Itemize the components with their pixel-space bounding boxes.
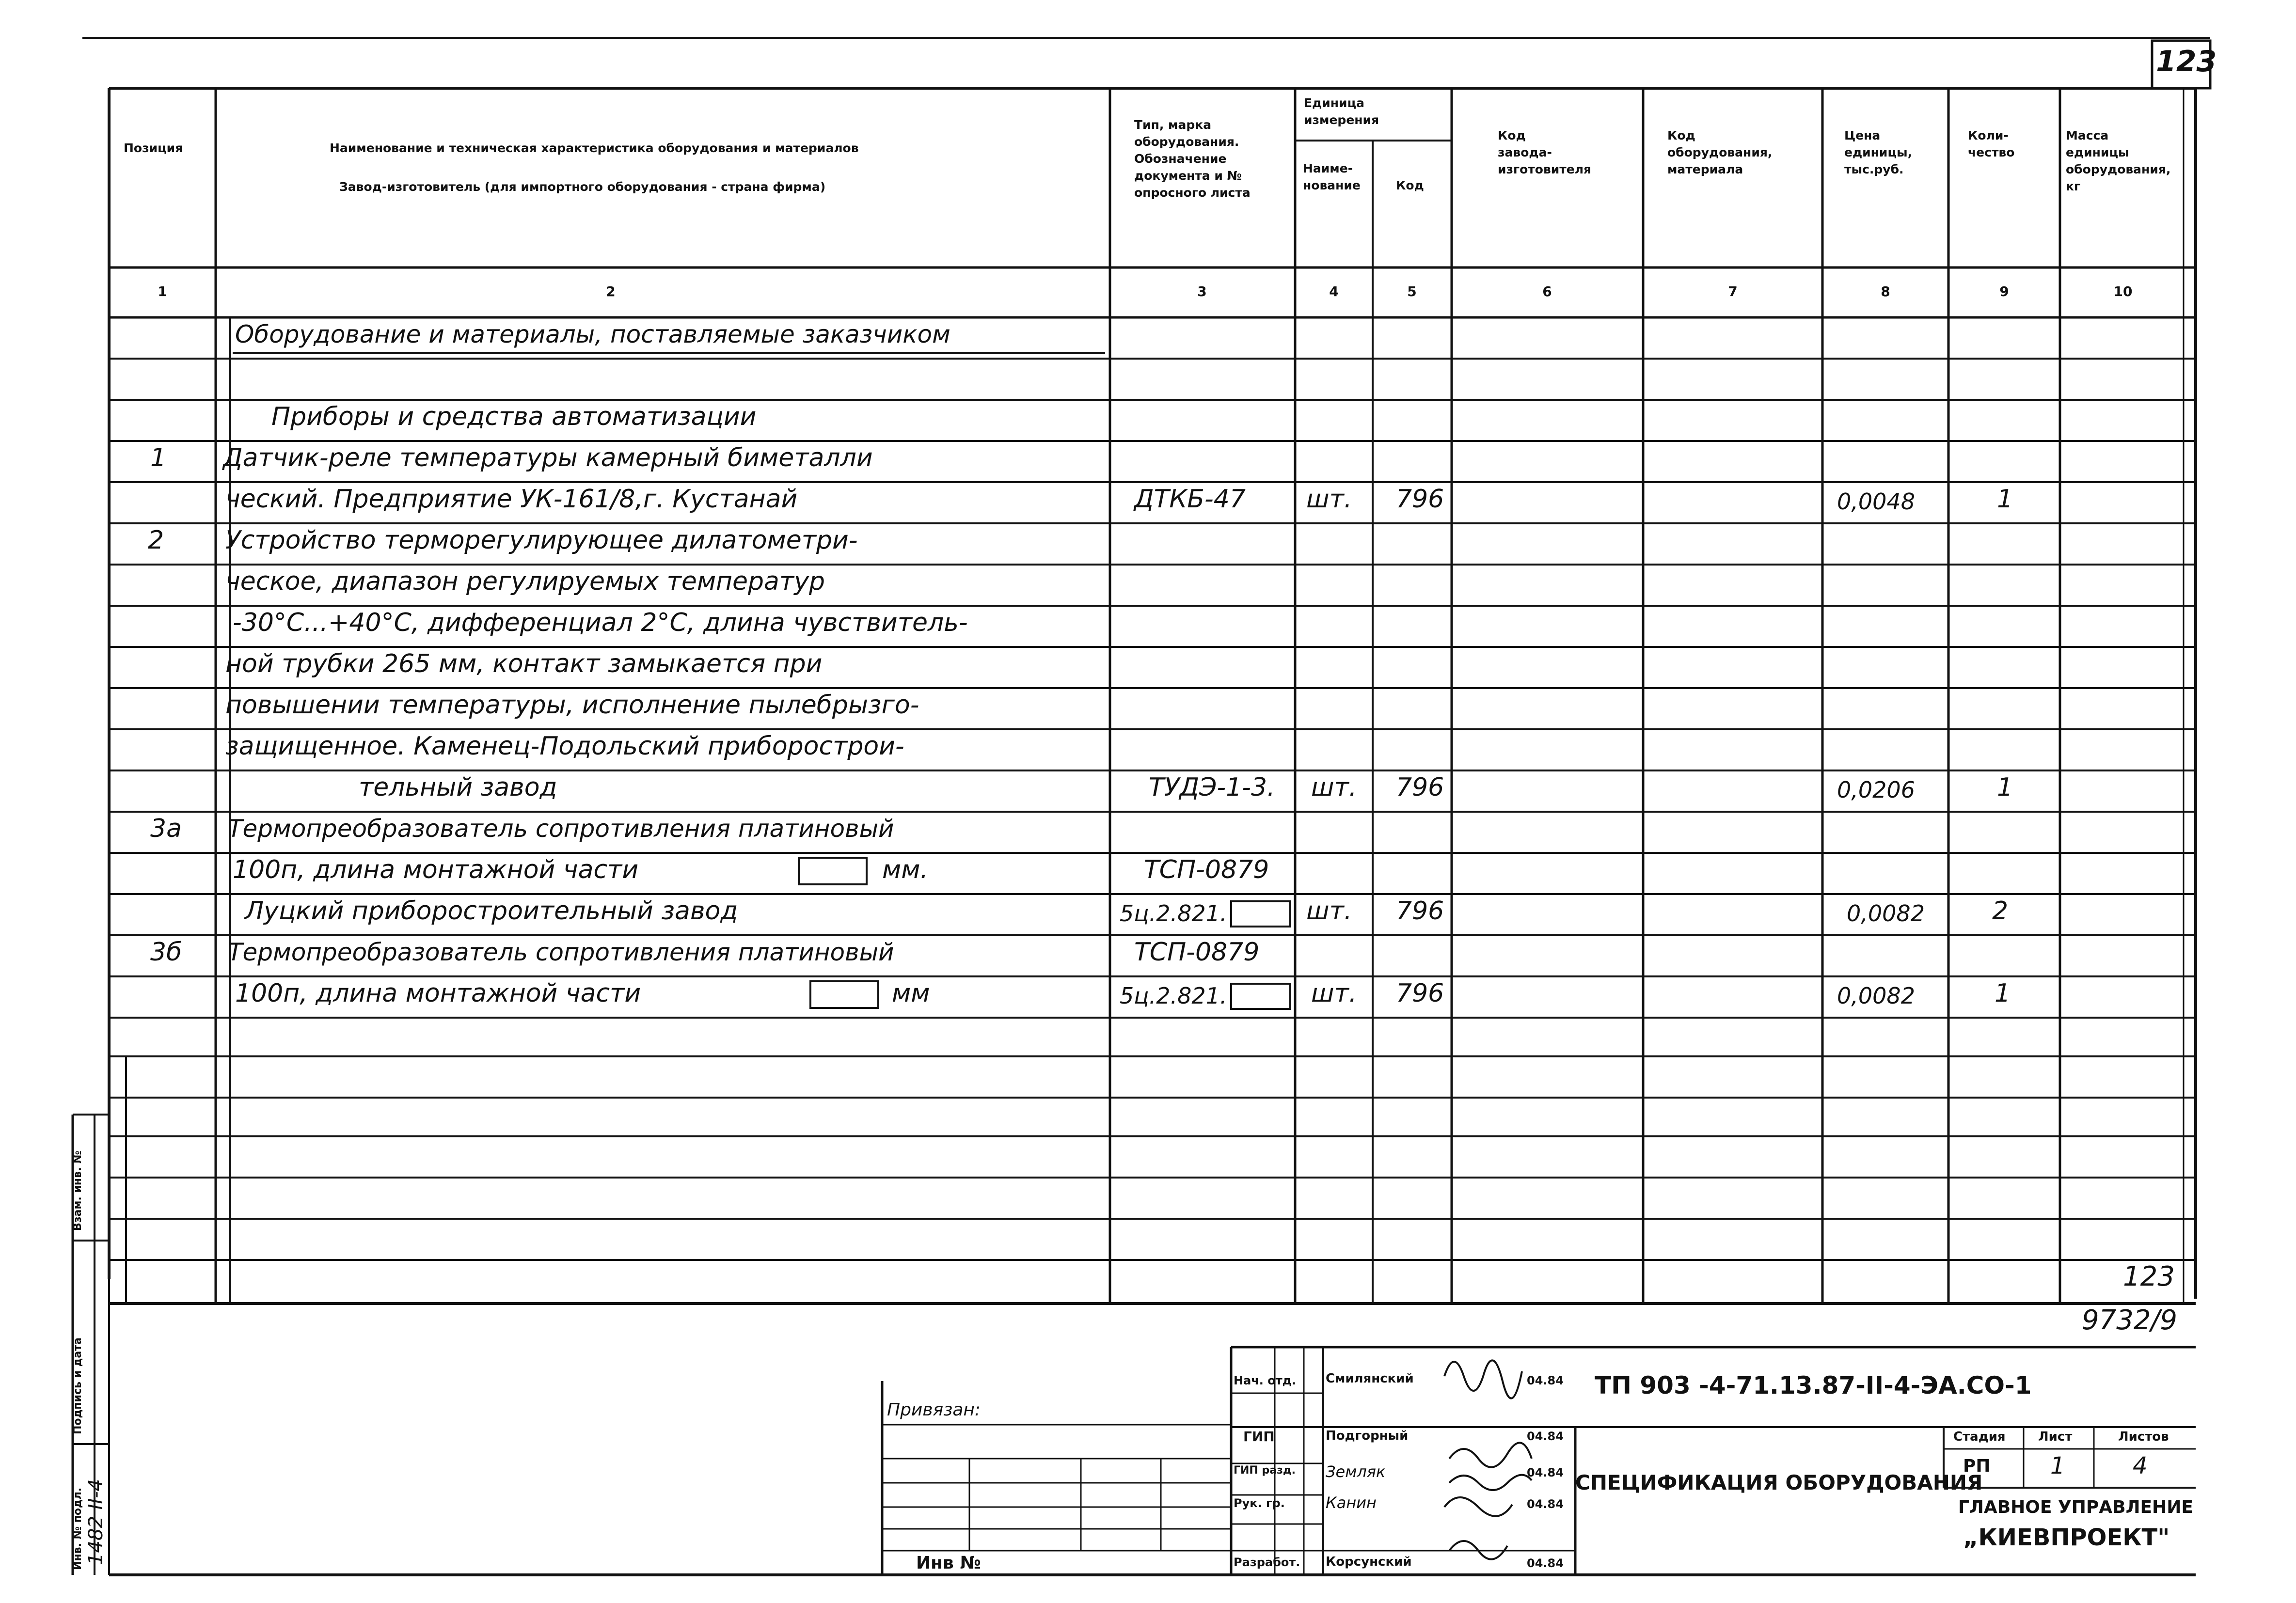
org-line1: ГЛАВНОЕ УПРАВЛЕНИЕ [1958, 1497, 2193, 1517]
subsection-title: Приборы и средства автоматизации [271, 402, 757, 431]
row-name: Луцкий приборостроительный завод [245, 896, 738, 926]
section-title: Оборудование и материалы, поставляемые заказчиком [235, 320, 950, 348]
row-pos: 3б [150, 938, 182, 967]
sheets-value: 4 [2133, 1452, 2148, 1479]
colnum-5: 5 [1407, 283, 1417, 299]
person-name: Смилянский [1326, 1371, 1414, 1386]
header-name-line2: Завод-изготовитель (для импортного оборудования - страна фирма) [339, 180, 826, 194]
row-code: 796 [1396, 979, 1444, 1008]
person-name: Канин [1326, 1493, 1377, 1512]
person-name: Корсунский [1326, 1555, 1412, 1569]
role-label: Рук. гр. [1234, 1496, 1285, 1510]
colnum-2: 2 [606, 283, 616, 299]
sign-date: 04.84 [1527, 1556, 1564, 1570]
row-qty: 1 [1995, 979, 2011, 1008]
row-name: Устройство терморегулирующее дилатометри- [225, 526, 858, 555]
privyazan-label: Привязан: [887, 1400, 981, 1420]
row-name-tail: мм. [882, 855, 928, 884]
header-type: Тип, марка оборудования. Обозначение документа и № опросного листа [1134, 118, 1251, 200]
colnum-3: 3 [1197, 283, 1207, 299]
side-podpis-label: Подпись и дата [72, 1337, 84, 1434]
sign-date: 04.84 [1527, 1497, 1564, 1511]
row-unit: шт. [1311, 773, 1357, 802]
colnum-4: 4 [1329, 283, 1339, 299]
row-qty: 1 [1997, 773, 2013, 802]
role-label: ГИП разд. [1234, 1464, 1296, 1477]
row-price: 0,0048 [1837, 488, 1915, 515]
row-qty: 2 [1992, 896, 2009, 926]
row-unit: шт. [1306, 896, 1352, 926]
row-name: 100п, длина монтажной части [235, 979, 641, 1008]
row-name-tail: мм [892, 979, 930, 1008]
inv-label: Инв № [916, 1553, 981, 1573]
row-name: Датчик-реле температуры камерный биметалли [223, 443, 873, 472]
row-type: 5ц.2.821. [1120, 983, 1227, 1009]
row-type: ДТКБ-47 [1134, 485, 1246, 514]
row-unit: шт. [1311, 979, 1357, 1008]
colnum-1: 1 [158, 283, 167, 299]
row-name: 100п, длина монтажной части [233, 855, 639, 884]
row-name: ной трубки 265 мм, контакт замыкается при [225, 649, 823, 678]
header-unit-group: Единица измерения [1304, 96, 1379, 127]
role-label: ГИП [1243, 1429, 1275, 1445]
org-line2: „КИЕВПРОЕКТ" [1963, 1524, 2170, 1551]
row-name: тельный завод [359, 773, 557, 802]
row-name: Термопреобразователь сопротивления платиновый [228, 938, 894, 966]
side-inv-value: 1482 II-4 [85, 1479, 107, 1565]
row-name: ческий. Предприятие УК-161/8,г. Кустанай [225, 485, 798, 514]
row-code: 796 [1396, 896, 1444, 926]
row-pos: 1 [150, 443, 167, 472]
colnum-8: 8 [1881, 283, 1890, 299]
stage-value: РП [1963, 1456, 1991, 1476]
header-mass: Масса единицы оборудования, кг [2066, 128, 2171, 193]
row-name: защищенное. Каменец-Подольский приборострои- [225, 732, 904, 761]
row-name: -30°C...+40°C, дифференциал 2°C, длина чувствитель- [233, 608, 968, 637]
colnum-9: 9 [1999, 283, 2009, 299]
row-price: 0,0082 [1837, 983, 1915, 1009]
sign-date: 04.84 [1527, 1430, 1564, 1443]
header-name-line1: Наименование и техническая характеристика оборудования и материалов [330, 141, 859, 155]
person-name: Подгорный [1326, 1429, 1409, 1443]
sign-date: 04.84 [1527, 1374, 1564, 1387]
header-unit-name: Наиме- нование [1303, 161, 1361, 192]
header-price: Цена единицы, тыс.руб. [1844, 128, 1913, 176]
header-quantity: Коли- чество [1968, 128, 2015, 159]
side-vzam-label: Взам. инв. № [72, 1150, 84, 1231]
row-price: 0,0206 [1837, 777, 1915, 803]
role-label: Нач. отд. [1234, 1374, 1297, 1387]
row-name: Термопреобразователь сопротивления платиновый [228, 815, 894, 843]
sheet-value: 1 [2050, 1452, 2065, 1479]
row-name: ческое, диапазон регулируемых температур [225, 567, 825, 596]
archive-number: 9732/9 [2082, 1304, 2178, 1336]
row-qty: 1 [1997, 485, 2013, 514]
row-type: ТУДЭ-1-3. [1149, 773, 1275, 802]
side-inv-podl-label: Инв. № подл. [72, 1487, 84, 1570]
row-pos: 2 [148, 526, 164, 555]
bottom-page-number: 123 [2123, 1261, 2175, 1292]
row-name: повышении температуры, исполнение пылебрызго- [225, 691, 919, 720]
header-factory-code: Код завода- изготовителя [1498, 128, 1592, 176]
role-label: Разработ. [1234, 1556, 1300, 1569]
row-code: 796 [1396, 485, 1444, 514]
person-name: Земляк [1326, 1462, 1386, 1481]
row-type: 5ц.2.821. [1120, 900, 1227, 927]
row-pos: 3а [150, 814, 182, 843]
header-unit-code: Код [1396, 178, 1424, 192]
sign-date: 04.84 [1527, 1466, 1564, 1479]
sheet-corner-number: 123 [2156, 45, 2217, 79]
row-price: 0,0082 [1847, 900, 1925, 927]
colnum-10: 10 [2113, 283, 2133, 299]
sheets-label: Листов [2118, 1430, 2169, 1444]
colnum-6: 6 [1542, 283, 1552, 299]
header-equipment-code: Код оборудования, материала [1667, 128, 1773, 176]
header-position: Позиция [124, 141, 183, 155]
sheet-label: Лист [2038, 1430, 2073, 1444]
row-unit: шт. [1306, 485, 1352, 514]
document-designation: ТП 903 -4-71.13.87-II-4-ЭА.СО-1 [1595, 1371, 2032, 1399]
colnum-7: 7 [1728, 283, 1738, 299]
stage-label: Стадия [1953, 1430, 2006, 1444]
document-title: СПЕЦИФИКАЦИЯ ОБОРУДОВАНИЯ [1575, 1471, 1983, 1494]
row-code: 796 [1396, 773, 1444, 802]
row-type: ТСП-0879 [1144, 855, 1269, 884]
row-type: ТСП-0879 [1134, 938, 1260, 967]
